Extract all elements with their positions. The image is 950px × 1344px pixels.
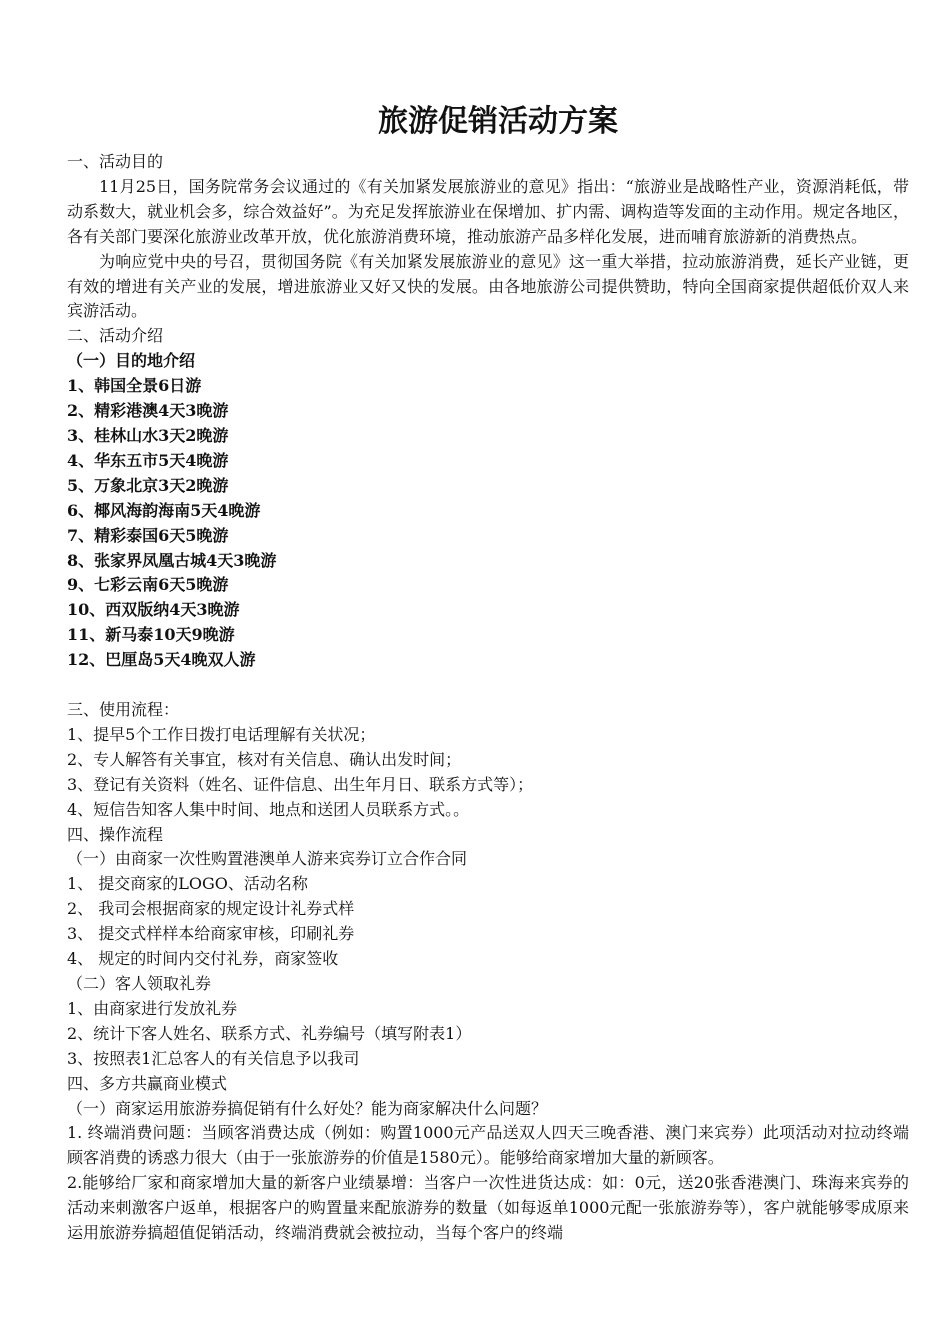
list-item: 7、精彩泰国6天5晚游 xyxy=(67,525,229,545)
list-item: 10、西双版纳4天3晚游 xyxy=(67,600,240,620)
paragraph: 为响应党中央的号召，贯彻国务院《有关加紧发展旅游业的意见》这一重大举措，拉动旅游消费，延长产业链，更有效的增进有关产业的发展，增进旅游业又好又快的发展。由各地旅游公司提供赞助，特向全国商家提供超低价双人来宾游活动。 xyxy=(67,251,909,321)
list-item: 4、短信告知客人集中时间、地点和送团人员联系方式。。 xyxy=(67,799,470,819)
section-purpose xyxy=(67,150,909,324)
paragraph: 1. 终端消费问题：当顾客消费达成（例如：购置1000元产品送双人四天三晚香港、澳门来宾券）此项活动对拉动终端顾客消费的诱惑力很大（由于一张旅游券的价值是1580元）。能够给商家增加大量的新顾客。 xyxy=(67,1123,909,1168)
section-business-model xyxy=(67,1072,909,1246)
subsection-heading: （二）客人领取礼券 xyxy=(67,974,212,993)
list-item: 3、 提交式样样本给商家审核，印刷礼券 xyxy=(67,924,355,944)
subsection-heading: （一）商家运用旅游券搞促销有什么好处？能为商家解决什么问题？ xyxy=(67,1098,548,1118)
list-item: 2、精彩港澳4天3晚游 xyxy=(67,401,229,421)
list-item: 3、登记有关资料（姓名、证件信息、出生年月日、联系方式等）； xyxy=(67,774,534,794)
section-operation-process xyxy=(67,823,909,1072)
section-heading: 一、活动目的 xyxy=(67,152,164,171)
list-item: 2、 我司会根据商家的规定设计礼券式样 xyxy=(67,899,355,919)
list-item: 8、张家界凤凰古城4天3晚游 xyxy=(67,550,277,570)
list-item: 9、七彩云南6天5晚游 xyxy=(67,575,229,595)
document-page xyxy=(67,100,909,1246)
section-heading: 四、操作流程 xyxy=(67,824,164,844)
list-item: 2、统计下客人姓名、联系方式、礼券编号（填写附表1） xyxy=(67,1023,472,1043)
list-item: 2、专人解答有关事宜，核对有关信息、确认出发时间； xyxy=(67,749,462,769)
subsection-heading: （一）目的地介绍 xyxy=(67,351,196,371)
subsection-heading: （一）由商家一次性购置港澳单人游来宾券订立合作合同 xyxy=(67,849,468,869)
list-item: 5、万象北京3天2晚游 xyxy=(67,475,229,495)
list-item: 12、巴厘岛5天4晚双人游 xyxy=(67,650,256,670)
document-title: 旅游促销活动方案 xyxy=(378,104,618,139)
section-heading: 四、多方共赢商业模式 xyxy=(67,1073,228,1093)
list-item: 3、桂林山水3天2晚游 xyxy=(67,425,229,445)
section-introduction xyxy=(67,324,909,673)
destination-list xyxy=(67,374,909,673)
section-heading: 三、使用流程： xyxy=(67,700,180,720)
list-item: 11、新马泰10天9晚游 xyxy=(67,625,235,645)
section-usage-process xyxy=(67,698,909,823)
list-item: 3、按照表1汇总客人的有关信息予以我司 xyxy=(67,1048,360,1068)
list-item: 4、 规定的时间内交付礼券，商家签收 xyxy=(67,949,339,969)
paragraph: 2.能够给厂家和商家增加大量的新客户业绩暴增：当客户一次性进货达成：如：0元，送20张香港澳门、珠海来宾券的活动来刺激客户返单，根据客户的购置量来配旅游券的数量（如每返单1000元配一张旅游券等），客户就能够零成原来运用旅游券搞超值促销活动，终端消费就会被拉动，当每个客户的终端 xyxy=(67,1173,909,1243)
list-item: 6、椰风海韵海南5天4晚游 xyxy=(67,500,261,520)
paragraph: 11月25日，国务院常务会议通过的《有关加紧发展旅游业的意见》指出：“旅游业是战略性产业，资源消耗低，带动系数大，就业机会多，综合效益好”。为充足发挥旅游业在保增加、扩内需、调构造等发面的主动作用。规定各地区，各有关部门要深化旅游业改革开放，优化旅游消费环境，推动旅游产品多样化发展，进而哺育旅游新的消费热点。 xyxy=(67,176,909,246)
list-item: 4、华东五市5天4晚游 xyxy=(67,450,229,470)
list-item: 1、 提交商家的LOGO、活动名称 xyxy=(67,874,308,894)
blank-line xyxy=(67,673,909,698)
list-item: 1、韩国全景6日游 xyxy=(67,376,202,396)
list-item: 1、提早5个工作日拨打电话理解有关状况； xyxy=(67,724,376,744)
list-item: 1、由商家进行发放礼券 xyxy=(67,998,238,1018)
section-heading: 二、活动介绍 xyxy=(67,326,164,346)
